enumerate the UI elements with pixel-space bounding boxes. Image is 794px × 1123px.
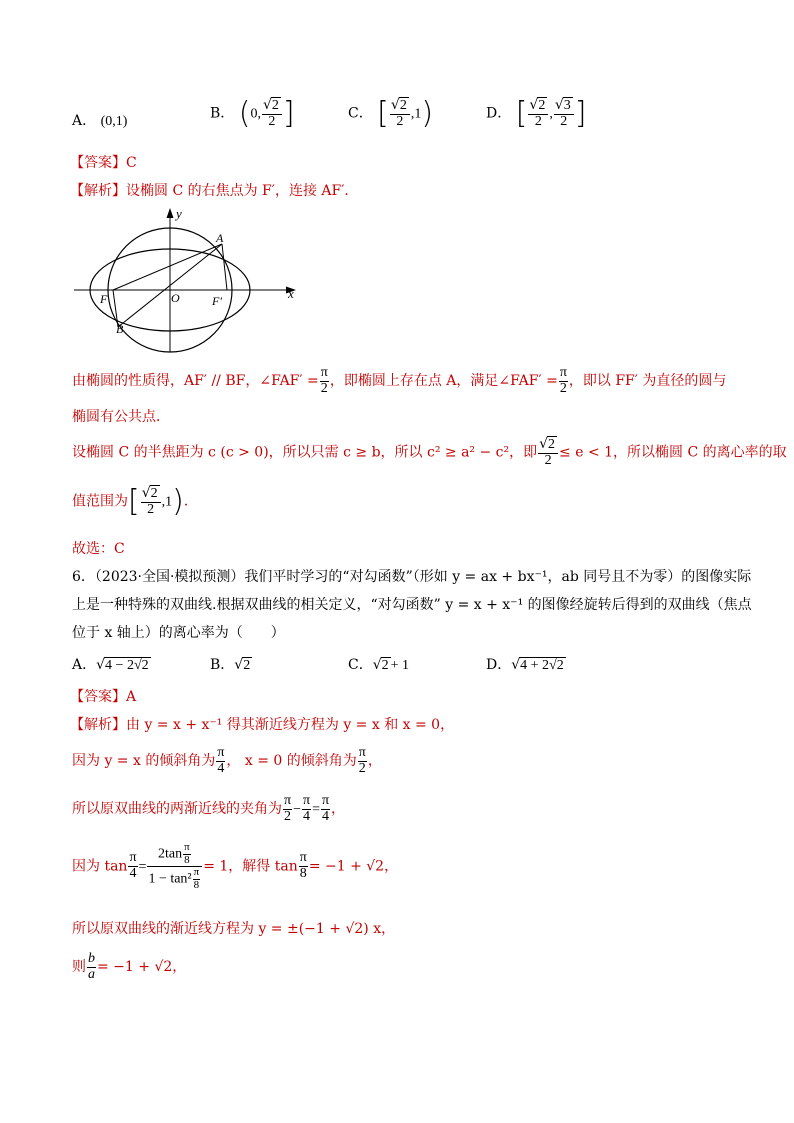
fraction: $\frac{√3}{2}$ [554,97,574,130]
q6-solution-line1 [70,714,454,734]
q6-solution-line6: 则 $\frac{b}{a}$ = −1 + √2， [72,951,187,982]
text: ≤ e < 1，所以椭圆 C 的离心率的取 [559,444,787,461]
fraction-pi-over-2: $\frac{\pi}{2}$ [320,365,328,396]
fraction: $\frac{\pi}{4}$ [129,850,137,882]
q6-option-c: C．√2 + 1 [348,657,410,673]
text: ，即以 FF′ 为直径的圆与 [568,373,727,390]
bracket: ( [238,96,251,131]
math-text: 0 [250,106,258,122]
option-label: A． [72,113,97,129]
text: 由椭圆的性质得，AF′ // BF，∠FAF′ = [72,373,319,390]
bracket: ) [421,96,434,131]
tan-double-angle-fraction: 2tan $\frac{\pi}{8}$ 1 − tan² $\frac{\pi}{8}$ [147,842,202,891]
segment-FA [113,244,222,290]
q5-answer [70,152,137,172]
q6-stem-line2: 上是一种特殊的双曲线.根据双曲线的相关定义，“对勾函数” y = x + x⁻¹ 的图像经旋转后得到的双曲线（焦点 [72,597,752,613]
q6-answer [70,686,136,706]
q5-option-c: C． [ $\frac{√2}{2}$ ,1) [348,96,434,131]
fraction: $\frac{√2}{2}$ [528,97,548,130]
text: ，即椭圆上存在点 A，满足∠FAF′ = [329,373,558,390]
text: ． [183,493,198,510]
option-label: C． [348,657,373,673]
analysis-text: 由 y = x + x⁻¹ 得其渐近线方程为 y = x 和 x = 0， [126,717,455,733]
text: 设椭圆 C 的半焦距为 c (c > 0)，所以只需 c ≥ b，所以 c² ≥ a² − c²，即 [72,444,538,461]
fraction: $\frac{\pi}{2}$ [284,793,292,824]
answer-value: C [126,155,137,171]
fraction-b-over-a: $\frac{b}{a}$ [88,951,95,982]
y-axis-arrow [167,208,174,218]
text: 值范围为 [72,493,128,510]
q5-conclusion: 故选：C [72,541,125,557]
q5-analysis-line1 [72,366,726,396]
fraction: $\frac{\pi}{4}$ [302,793,311,824]
q5-analysis-line3 [72,436,787,469]
option-value: 4 − 2√2 [105,658,149,673]
option-label: D． [486,105,512,122]
bracket: [ [377,96,389,131]
q6-solution-line5: 所以原双曲线的渐近线方程为 y = ±(−1 + √2) x， [72,921,396,937]
q5-analysis-line2: 椭圆有公共点． [72,409,170,425]
bracket: ] [282,96,295,131]
fraction: $\frac{\pi}{8}$ [299,850,307,882]
bracket: [ [128,484,140,519]
q6-option-b: B．√2 [210,657,251,673]
label-y: y [176,206,182,221]
q5-analysis-intro [70,180,358,200]
label-F-prime: F′ [212,294,222,308]
option-value: 2 [243,658,251,673]
analysis-text: 设椭圆 C 的右焦点为 F′，连接 AF′． [126,183,359,199]
label-O: O [171,291,180,305]
answer-label: 【答案】 [70,155,126,171]
option-label: B． [210,105,235,122]
label-B: B [116,322,124,336]
answer-value: A [126,689,137,705]
option-value: 2 [381,658,389,673]
q6-stem-line3: 位于 x 轴上）的离心率为（ ） [72,625,285,641]
bracket: ) [172,484,184,519]
bracket: ] [574,96,587,131]
q5-option-d: D． [ $\frac{√2}{2}$ , $\frac{√3}{2}$ ] [486,96,587,131]
q6-option-a: A．√4 − 2√2 [72,657,149,673]
q5-analysis-line4: 值范围为[ $\frac{√2}{2}$ ,1)． [72,484,198,519]
analysis-label: 【解析】 [70,717,126,733]
fraction: $\frac{\pi}{4}$ [321,793,330,824]
fraction: $\frac{√2}{2}$ [390,97,410,130]
q6-option-d: D．√4 + 2√2 [486,657,564,673]
ellipse-circle-figure [70,202,310,358]
answer-label: 【答案】 [70,689,126,705]
bracket: [ [515,96,528,131]
segment-AF-prime [222,244,227,290]
option-label: D． [486,657,512,673]
fraction-pi-over-2: $\frac{\pi}{2}$ [358,745,366,776]
label-x: x [288,286,294,301]
q6-stem-line1: 6．（2023·全国·模拟预测）我们平时学习的“对勾函数”（形如 y = ax + bx⁻¹，ab 同号且不为零）的图像实际 [72,569,752,585]
fraction-pi-over-4: $\frac{\pi}{4}$ [217,745,225,776]
fraction-pi-over-2: $\frac{\pi}{2}$ [559,365,567,396]
q6-solution-line3: 所以原双曲线的两渐近线的夹角为 $\frac{\pi}{2}$ − $\frac{\pi}{4}$ = $\frac{\pi}{4}$ ， [72,793,346,824]
analysis-label: 【解析】 [70,183,126,199]
option-label: C． [348,105,373,122]
q5-option-b: B． (0, $\frac{√2}{2}$ ] [210,96,295,131]
option-value: 4 + 2√2 [520,658,564,673]
fraction-sqrt2-over-2: $\frac{√2}{2}$ [141,485,161,518]
option-value: (0,1) [100,114,128,129]
fraction: $\frac{√2}{2}$ [262,97,282,130]
option-label: A． [72,657,97,673]
q5-option-a [72,110,127,130]
label-A: A [216,231,224,245]
q6-solution-line2: 因为 y = x 的倾斜角为 $\frac{\pi}{4}$ ， x = 0 的倾斜角为 $\frac{\pi}{2}$ ， [72,745,382,776]
option-label: B． [210,657,235,673]
label-F: F [100,292,108,306]
q6-solution-line4: 因为 tan $\frac{\pi}{4}$ = 2tan $\frac{\pi}{8}$ 1 − tan² $\frac{\pi}{8}$ = 1，解得 tan $\frac{\pi}{8}$ = −1 + √2， [72,841,399,891]
fraction-sqrt2-over-2: $\frac{√2}{2}$ [538,436,558,469]
